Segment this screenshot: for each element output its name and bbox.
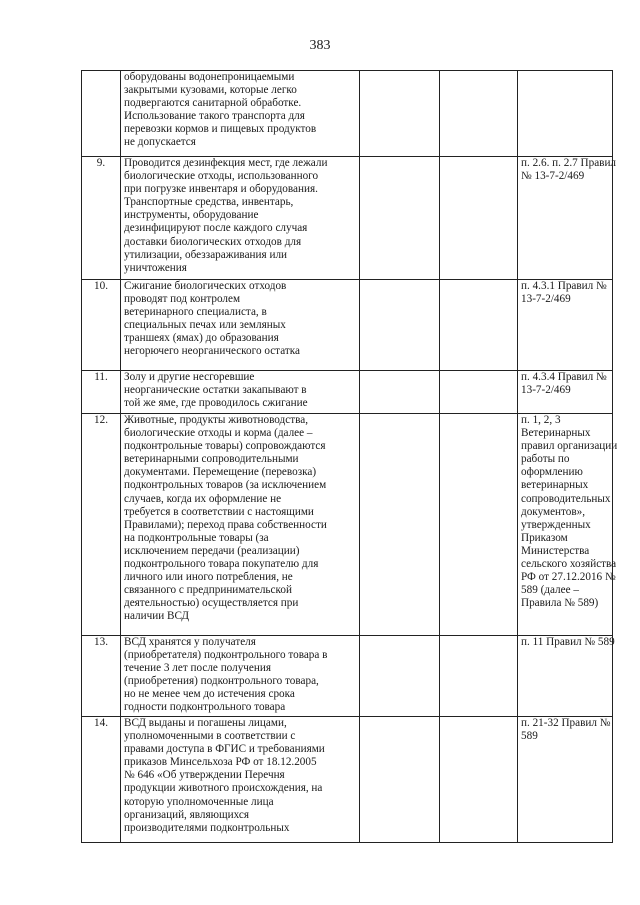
table-row bbox=[82, 636, 613, 717]
row-number: 9. bbox=[82, 157, 121, 280]
reference-line: п. 11 Правил № 589 bbox=[521, 636, 615, 648]
empty-cell bbox=[440, 71, 518, 157]
row-number: 12. bbox=[82, 414, 121, 636]
table-row bbox=[82, 157, 613, 280]
requirement-line: течение 3 лет после получения bbox=[124, 662, 272, 675]
empty-cell bbox=[360, 280, 440, 371]
legal-reference bbox=[518, 636, 613, 717]
requirement-line: биологические отходы, использованного bbox=[124, 170, 319, 183]
requirement-line: приказов Минсельхоза РФ от 18.12.2005 bbox=[124, 756, 317, 769]
row-number bbox=[82, 71, 121, 157]
requirement-line: при погрузке инвентаря и оборудования. bbox=[124, 183, 318, 196]
reference-line: работы по bbox=[521, 453, 570, 466]
requirement-line: утилизации, обеззараживания или bbox=[124, 248, 288, 261]
reference-line: 589 (далее – bbox=[521, 584, 579, 597]
legal-reference bbox=[518, 71, 613, 157]
requirement-line: но не менее чем до истечения срока bbox=[124, 688, 295, 701]
requirement-line: не допускается bbox=[124, 136, 196, 149]
reference-line: сопроводительных bbox=[521, 492, 611, 505]
requirement-line: ветеринарного специалиста, в bbox=[124, 306, 267, 319]
requirement-text bbox=[121, 280, 360, 371]
requirement-line: уполномоченными в соответствии с bbox=[124, 730, 296, 743]
row-number: 10. bbox=[82, 280, 121, 371]
requirement-line: оборудованы водонепроницаемыми bbox=[124, 71, 295, 83]
reference-line: сельского хозяйства bbox=[521, 558, 617, 571]
requirement-line: проводят под контролем bbox=[124, 293, 241, 306]
requirement-line: годности подконтрольного товара bbox=[124, 701, 286, 714]
requirement-text bbox=[121, 371, 360, 414]
row-number: 14. bbox=[82, 717, 121, 843]
empty-cell bbox=[440, 280, 518, 371]
reference-line: п. 1, 2, 3 bbox=[521, 414, 561, 426]
requirement-text bbox=[121, 71, 360, 157]
requirement-line: документами. Перемещение (перевозка) bbox=[124, 466, 317, 479]
table-row bbox=[82, 371, 613, 414]
requirement-text bbox=[121, 717, 360, 843]
empty-cell bbox=[440, 717, 518, 843]
reference-line: правил организации bbox=[521, 440, 618, 453]
reference-line: утвержденных bbox=[521, 518, 591, 531]
requirement-line: ветеринарными сопроводительными bbox=[124, 453, 299, 466]
reference-line: 13-7-2/469 bbox=[521, 384, 571, 397]
requirement-line: ВСД хранятся у получателя bbox=[124, 636, 256, 648]
requirement-line: деятельностью) осуществляется при bbox=[124, 597, 299, 610]
requirement-text bbox=[121, 414, 360, 636]
requirement-line: траншеях (ямах) до образования bbox=[124, 332, 279, 345]
empty-cell bbox=[360, 71, 440, 157]
legal-reference bbox=[518, 717, 613, 843]
requirements-table bbox=[81, 70, 618, 843]
requirement-line: (приобретателя) подконтрольного товара в bbox=[124, 649, 328, 662]
requirement-line: закрытыми кузовами, которые легко bbox=[124, 84, 297, 97]
requirement-line: Использование такого транспорта для bbox=[124, 110, 305, 123]
legal-reference bbox=[518, 414, 618, 636]
reference-line: п. 4.3.4 Правил № bbox=[521, 371, 607, 383]
requirement-line: (приобретения) подконтрольного товара, bbox=[124, 675, 319, 688]
requirement-line: подвергаются санитарной обработке. bbox=[124, 97, 302, 110]
requirement-line: производителями подконтрольных bbox=[124, 821, 290, 834]
requirement-line: неорганические остатки закапывают в bbox=[124, 384, 307, 397]
reference-line: Министерства bbox=[521, 544, 590, 557]
requirement-line: связанного с предпринимательской bbox=[124, 584, 292, 597]
reference-line: РФ от 27.12.2016 № bbox=[521, 571, 616, 584]
requirement-line: продукции животного происхождения, на bbox=[124, 782, 323, 795]
requirement-line: организаций, являющихся bbox=[124, 808, 250, 821]
empty-cell bbox=[440, 157, 518, 280]
empty-cell bbox=[360, 636, 440, 717]
requirement-line: ВСД выданы и погашены лицами, bbox=[124, 717, 287, 729]
empty-cell bbox=[360, 157, 440, 280]
requirement-line: личного или иного потребления, не bbox=[124, 571, 293, 584]
reference-line: документов», bbox=[521, 505, 586, 518]
requirement-line: дезинфицируют после каждого случая bbox=[124, 222, 308, 235]
reference-line: Ветеринарных bbox=[521, 427, 591, 440]
table-row bbox=[82, 71, 613, 157]
row-number: 13. bbox=[82, 636, 121, 717]
reference-line: 589 bbox=[521, 730, 538, 743]
requirement-line: исключением передачи (реализации) bbox=[124, 544, 300, 557]
requirement-line: на подконтрольные товары (за bbox=[124, 531, 269, 544]
legal-reference bbox=[518, 371, 613, 414]
requirement-line: той же яме, где проводилось сжигание bbox=[124, 397, 308, 410]
requirement-line: правами доступа в ФГИС и требованиями bbox=[124, 743, 325, 756]
requirement-text bbox=[121, 157, 360, 280]
reference-line: ветеринарных bbox=[521, 479, 589, 492]
reference-line: Правила № 589) bbox=[521, 597, 599, 610]
requirement-line: перевозки кормов и пищевых продуктов bbox=[124, 123, 317, 136]
requirement-line: Транспортные средства, инвентарь, bbox=[124, 196, 294, 209]
requirement-line: № 646 «Об утверждении Перечня bbox=[124, 769, 285, 782]
legal-reference bbox=[518, 157, 617, 280]
page-number: 383 bbox=[309, 38, 331, 53]
requirement-line: Сжигание биологических отходов bbox=[124, 280, 287, 292]
requirement-line: инструменты, оборудование bbox=[124, 209, 259, 222]
requirement-line: Правилами); переход права собственности bbox=[124, 518, 327, 531]
reference-line: п. 4.3.1 Правил № bbox=[521, 280, 607, 292]
requirement-line: подконтрольных товаров (за исключением bbox=[124, 479, 327, 492]
reference-line: п. 2.6. п. 2.7 Правил bbox=[521, 157, 617, 169]
empty-cell bbox=[440, 636, 518, 717]
requirement-line: Золу и другие несгоревшие bbox=[124, 371, 255, 383]
requirement-line: негорючего неорганического остатка bbox=[124, 345, 300, 358]
requirement-line: подконтрольные товары) сопровождаются bbox=[124, 440, 326, 453]
requirement-line: биологические отходы и корма (далее – bbox=[124, 427, 313, 440]
requirement-text bbox=[121, 636, 360, 717]
requirement-line: наличии ВСД bbox=[124, 610, 190, 623]
requirement-line: которую уполномоченные лица bbox=[124, 795, 274, 808]
requirement-line: Животные, продукты животноводства, bbox=[124, 414, 309, 426]
row-number: 11. bbox=[82, 371, 121, 414]
requirement-line: подконтрольного товара покупателю для bbox=[124, 558, 319, 571]
reference-line: Приказом bbox=[521, 531, 568, 544]
reference-line: оформлению bbox=[521, 466, 583, 479]
reference-line: № 13-7-2/469 bbox=[521, 170, 585, 183]
legal-reference bbox=[518, 280, 613, 371]
requirement-line: требуется в соответствии с настоящими bbox=[124, 505, 314, 518]
table-row bbox=[82, 414, 613, 636]
table-row bbox=[82, 717, 613, 843]
requirement-line: специальных печах или земляных bbox=[124, 319, 286, 332]
reference-line: 13-7-2/469 bbox=[521, 293, 571, 306]
requirement-line: Проводится дезинфекция мест, где лежали bbox=[124, 157, 328, 169]
empty-cell bbox=[360, 371, 440, 414]
requirement-line: доставки биологических отходов для bbox=[124, 235, 302, 248]
requirement-line: уничтожения bbox=[124, 261, 187, 274]
empty-cell bbox=[440, 414, 518, 636]
table-row bbox=[82, 280, 613, 371]
empty-cell bbox=[360, 414, 440, 636]
requirement-line: случаев, когда их оформление не bbox=[124, 492, 282, 505]
reference-line: п. 21-32 Правил № bbox=[521, 717, 611, 729]
empty-cell bbox=[440, 371, 518, 414]
empty-cell bbox=[360, 717, 440, 843]
